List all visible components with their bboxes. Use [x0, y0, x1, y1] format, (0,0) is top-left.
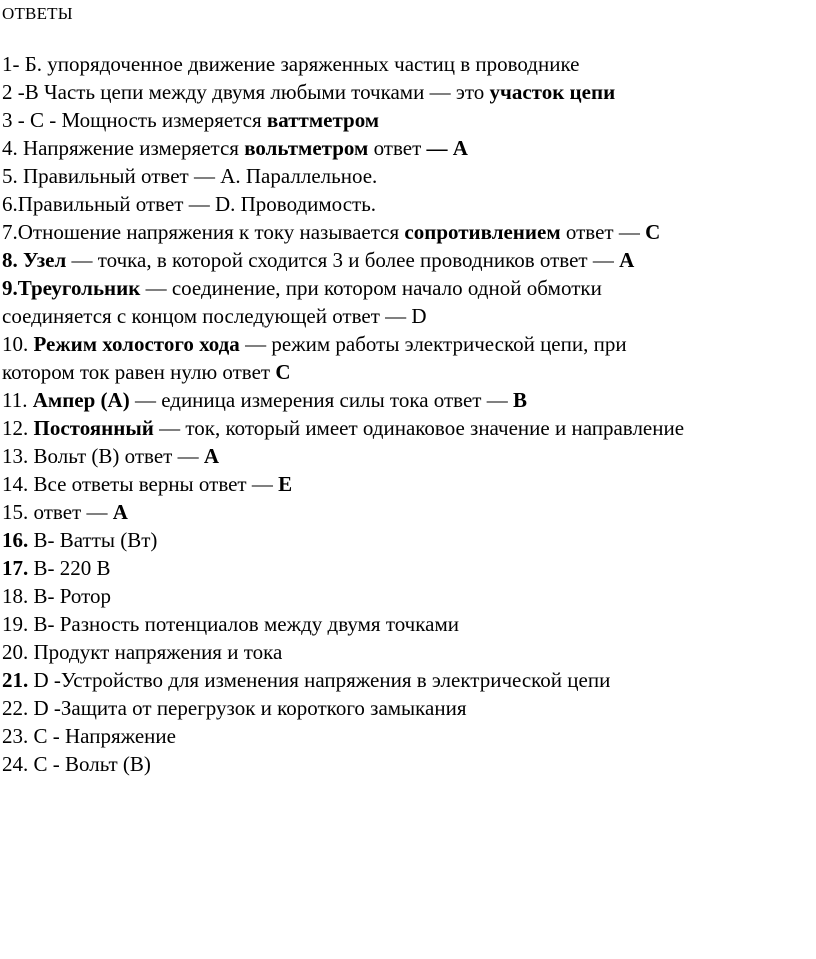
answer-line-14: 14. Все ответы верны ответ — Е: [2, 472, 293, 496]
answer-line-9-cont: соединяется с концом последующей ответ — D: [2, 304, 427, 328]
answer-line-11: 11. Ампер (А) — единица измерения силы тока ответ — В: [2, 388, 527, 412]
answer-line-6: 6.Правильный ответ — D. Проводимость.: [2, 192, 377, 216]
answer-line-7: 7.Отношение напряжения к току называется сопротивлением ответ — С: [2, 220, 661, 244]
answer-line-1: 1- Б. упорядоченное движение заряженных частиц в проводнике: [2, 52, 580, 76]
answer-line-5: 5. Правильный ответ — А. Параллельное.: [2, 164, 378, 188]
answer-line-15: 15. ответ — А: [2, 500, 128, 524]
answer-line-9: 9.Треугольник — соединение, при котором начало одной обмотки: [2, 276, 602, 300]
answer-line-19: 19. В- Разность потенциалов между двумя точками: [2, 612, 459, 636]
answer-line-12: 12. Постоянный — ток, который имеет одинаковое значение и направление: [2, 416, 685, 440]
answer-line-4: 4. Напряжение измеряется вольтметром ответ — А: [2, 136, 468, 160]
answer-line-13: 13. Вольт (В) ответ — А: [2, 444, 220, 468]
answer-line-8: 8. Узел — точка, в которой сходится 3 и более проводников ответ — А: [2, 248, 635, 272]
answer-line-18: 18. В- Ротор: [2, 584, 112, 608]
answer-line-16: 16. В- Ватты (Вт): [2, 528, 158, 552]
answer-line-21: 21. D -Устройство для изменения напряжения в электрической цепи: [2, 668, 611, 692]
answer-line-22: 22. D -Защита от перегрузок и короткого замыкания: [2, 696, 467, 720]
answer-line-3: 3 - С - Мощность измеряется ваттметром: [2, 108, 380, 132]
answer-line-2: 2 -В Часть цепи между двумя любыми точками — это участок цепи: [2, 80, 616, 104]
answer-line-20: 20. Продукт напряжения и тока: [2, 640, 283, 664]
answer-line-24: 24. С - Вольт (В): [2, 752, 151, 776]
answer-line-17: 17. В- 220 В: [2, 556, 111, 580]
answer-line-23: 23. С - Напряжение: [2, 724, 176, 748]
answer-line-10-cont: котором ток равен нулю ответ С: [2, 360, 291, 384]
answer-line-10: 10. Режим холостого хода — режим работы электрической цепи, при: [2, 332, 627, 356]
page-title: ОТВЕТЫ: [2, 4, 73, 23]
